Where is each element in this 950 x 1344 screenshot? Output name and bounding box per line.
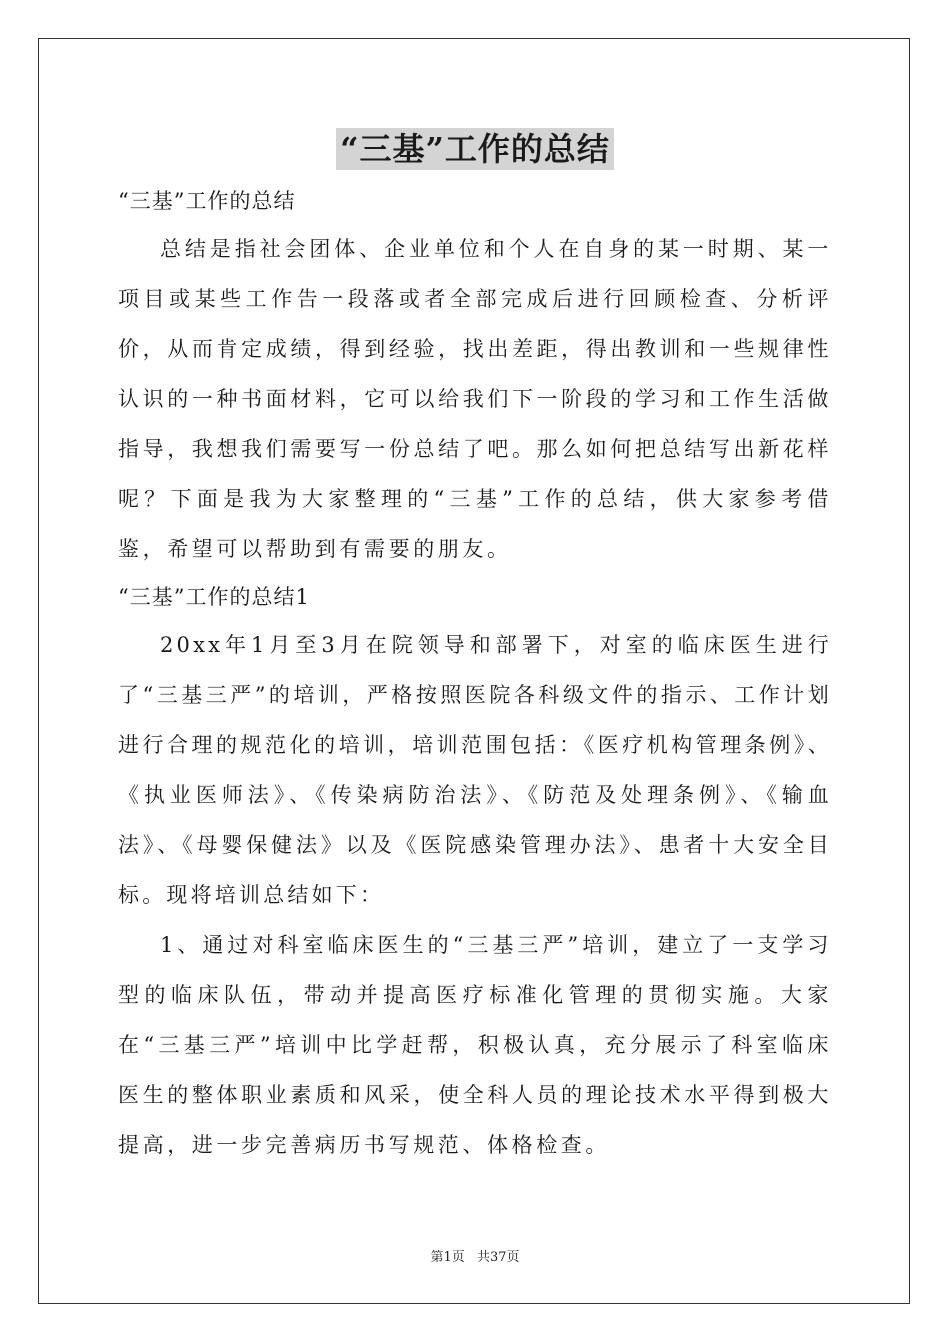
page-number: 第1页 xyxy=(430,1250,465,1265)
section-1-paragraph-2: 1、通过对科室临床医生的“三基三严”培训，建立了一支学习型的临床队伍，带动并提高医疗标准化管理的贯彻实施。大家在“三基三严”培训中比学赶帮，积极认真，充分展示了科室临床医生的整体职业素质和风采，使全科人员的理论技术水平得到极大提高，进一步完善病历书写规范、体格检查。 xyxy=(118,933,832,1157)
document-title: “三基”工作的总结 xyxy=(336,128,614,170)
page-footer xyxy=(0,1246,950,1265)
total-pages: 共37页 xyxy=(476,1250,520,1265)
document-subtitle: “三基”工作的总结 xyxy=(118,189,296,213)
document-body xyxy=(118,178,832,1170)
title-container xyxy=(0,128,950,170)
section-1-paragraph-1: 20xx年1月至3月在院领导和部署下，对室的临床医生进行了“三基三严”的培训，严格按照医院各科级文件的指示、工作计划进行合理的规范化的培训，培训范围包括：《医疗机构管理条例》、《执业医师法》、《传染病防治法》、《防范及处理条例》、《输血法》、《母婴保健法》以及《医院感染管理办法》、患者十大安全目标。现将培训总结如下： xyxy=(118,633,832,907)
intro-paragraph: 总结是指社会团体、企业单位和个人在自身的某一时期、某一项目或某些工作告一段落或者全部完成后进行回顾检查、分析评价，从而肯定成绩，得到经验，找出差距，得出教训和一些规律性认识的一种书面材料，它可以给我们下一阶段的学习和工作生活做指导，我想我们需要写一份总结了吧。那么如何把总结写出新花样呢？下面是我为大家整理的“三基”工作的总结，供大家参考借鉴，希望可以帮助到有需要的朋友。 xyxy=(118,237,832,561)
section-1-heading: “三基”工作的总结1 xyxy=(118,585,310,609)
